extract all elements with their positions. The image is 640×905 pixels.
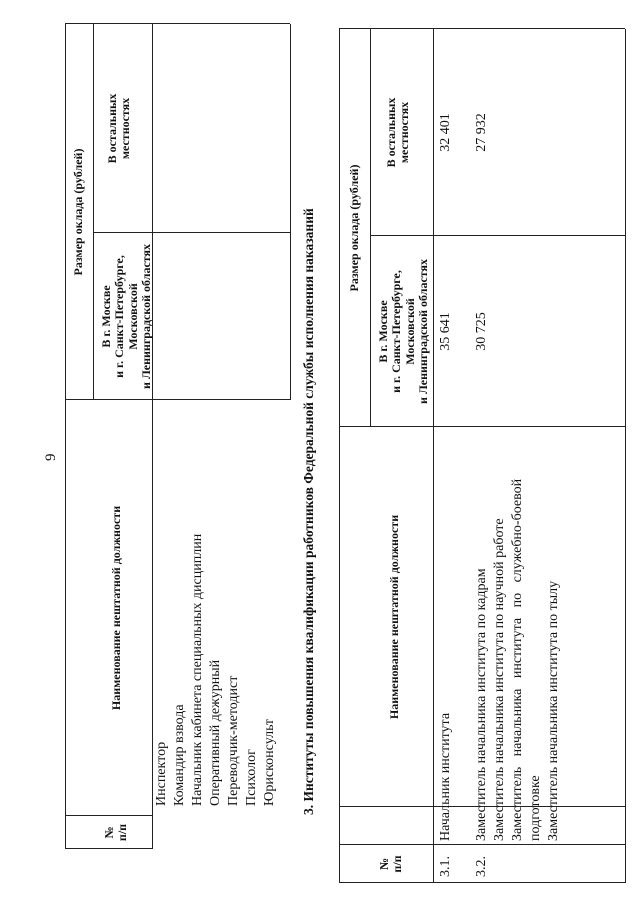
- table2-row-num: 3.1.: [438, 856, 453, 877]
- table1-position: Инспектор: [154, 741, 169, 806]
- table1-header-salary: Размер оклада (рублей): [71, 148, 85, 276]
- table2-header-other: В остальных местностях: [384, 97, 412, 168]
- table2-header-salary: Размер оклада (рублей): [347, 164, 361, 292]
- table1-position: Юрисконсульт: [262, 718, 277, 806]
- table2-row-position: Заместитель начальника института по кадрам: [474, 568, 489, 841]
- table1-position: Оперативный дежурный: [208, 659, 223, 806]
- table2-row-position: Начальник института: [438, 712, 453, 841]
- table2-row-position: подготовке: [528, 775, 543, 841]
- table2-header-name: Наименование нештатной должности: [387, 514, 401, 720]
- table1-position: Переводчик-методист: [226, 675, 241, 806]
- table2-header-num: № п/п: [377, 855, 405, 873]
- table2-row-position: Заместитель начальника института по научной работе: [492, 518, 507, 841]
- table2-row-position: Заместитель начальника института по тылу: [546, 580, 561, 841]
- page-number: 9: [43, 453, 59, 461]
- table1-header-num: № п/п: [102, 823, 130, 842]
- table2-row-position: Заместитель начальника института по служебно-боевой: [510, 478, 525, 841]
- section-title: 3. Институты повышения квалификации работников Федеральной службы исполнения наказаний: [301, 208, 316, 815]
- table1-position: Психолог: [244, 749, 259, 806]
- table2-row-num: 3.2.: [474, 856, 489, 877]
- table2-row-other-salary: 27 932: [474, 113, 489, 152]
- table1-header-other: В остальных местностях: [105, 93, 133, 164]
- table1-position: Командир взвода: [172, 704, 187, 806]
- table1-header-moscow: В г. Москве и г. Санкт-Петербурге, Московской и Ленинградской областях: [99, 243, 154, 390]
- table2-header-moscow: В г. Москве и г. Санкт-Петербурге, Московской и Ленинградской областях: [376, 258, 431, 405]
- table2-row-moscow-salary: 30 725: [474, 312, 489, 351]
- table1-header-name: Наименование нештатной должности: [109, 505, 123, 711]
- table2-row-other-salary: 32 401: [438, 113, 453, 152]
- table1-position: Начальник кабинета специальных дисциплин: [190, 533, 205, 806]
- table2-row-moscow-salary: 35 641: [438, 312, 453, 351]
